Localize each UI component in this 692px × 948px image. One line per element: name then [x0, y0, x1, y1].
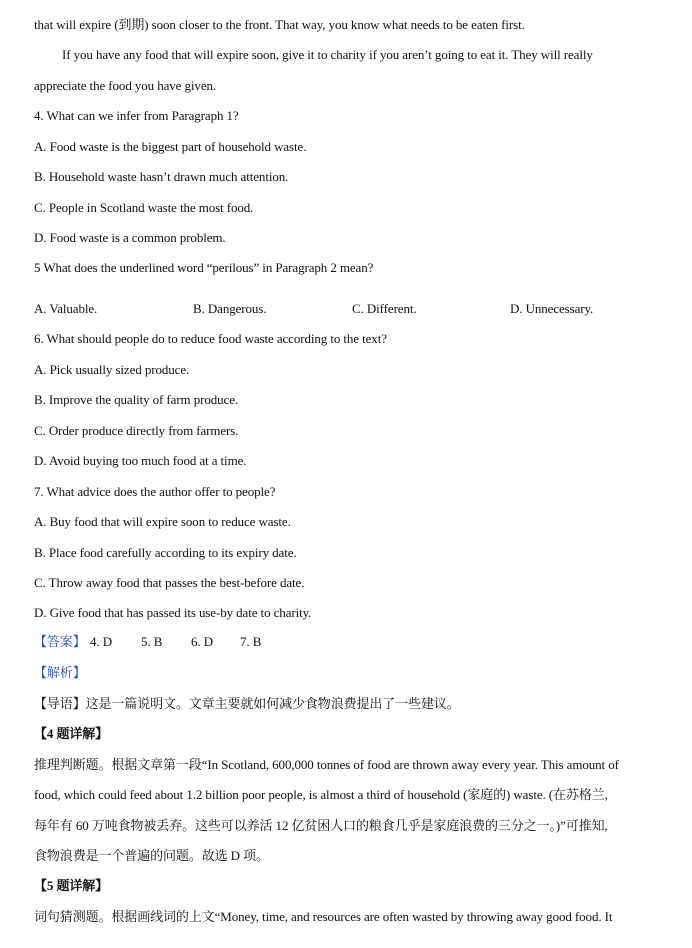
question-4: 4. What can we infer from Paragraph 1?	[34, 108, 239, 123]
explanation-line: 推理判断题。根据文章第一段“In Scotland, 600,000 tonnes of food are thrown away every year. This amount of	[34, 757, 619, 772]
option-a: A. Buy food that will expire soon to reduce waste.	[34, 514, 291, 529]
answer-item: 7. B	[240, 634, 262, 649]
intro-line: 【导语】这是一篇说明文。文章主要就如何减少食物浪费提出了一些建议。	[34, 696, 460, 711]
option-c: C. People in Scotland waste the most food.	[34, 200, 254, 215]
option-a: A. Food waste is the biggest part of household waste.	[34, 139, 307, 154]
q4-detail-label: 【4 题详解】	[34, 726, 109, 741]
question-5: 5 What does the underlined word “perilous” in Paragraph 2 mean?	[34, 260, 374, 275]
explanation-line: food, which could feed about 1.2 billion poor people, is almost a third of household (家庭的) waste. (在苏格兰,	[34, 787, 608, 802]
explanation-line: 词句猜测题。根据画线词的上文“Money, time, and resources are often wasted by throwing away good food. It	[34, 909, 613, 924]
option-b: B. Dangerous.	[193, 301, 267, 316]
explanation-line: 食物浪费是一个普遍的问题。故选 D 项。	[34, 848, 269, 863]
paragraph-line: that will expire (到期) soon closer to the front. That way, you know what needs to be eaten first.	[34, 17, 525, 32]
option-a: A. Valuable.	[34, 301, 98, 316]
answer-item: 6. D	[191, 634, 213, 649]
option-b: B. Improve the quality of farm produce.	[34, 392, 239, 407]
option-c: C. Different.	[352, 301, 417, 316]
q5-detail-label: 【5 题详解】	[34, 878, 109, 893]
option-d: D. Avoid buying too much food at a time.	[34, 453, 247, 468]
option-a: A. Pick usually sized produce.	[34, 362, 190, 377]
answer-item: 4. D	[90, 634, 112, 649]
option-c: C. Order produce directly from farmers.	[34, 423, 239, 438]
option-d: D. Unnecessary.	[510, 301, 594, 316]
paragraph-line: If you have any food that will expire soon, give it to charity if you aren’t going to eat it. They will really	[62, 47, 593, 62]
option-d: D. Give food that has passed its use-by date to charity.	[34, 605, 312, 620]
option-b: B. Household waste hasn’t drawn much attention.	[34, 169, 289, 184]
question-7: 7. What advice does the author offer to people?	[34, 484, 276, 499]
option-d: D. Food waste is a common problem.	[34, 230, 226, 245]
explanation-line: 每年有 60 万吨食物被丢弃。这些可以养活 12 亿贫困人口的粮食几乎是家庭浪费的三分之一。)”可推知,	[34, 818, 608, 833]
analysis-label: 【解析】	[34, 665, 86, 680]
question-6: 6. What should people do to reduce food waste according to the text?	[34, 331, 387, 346]
option-b: B. Place food carefully according to its expiry date.	[34, 545, 297, 560]
option-c: C. Throw away food that passes the best-before date.	[34, 575, 305, 590]
answer-label: 【答案】	[34, 634, 86, 649]
paragraph-line: appreciate the food you have given.	[34, 78, 217, 93]
answer-item: 5. B	[141, 634, 163, 649]
